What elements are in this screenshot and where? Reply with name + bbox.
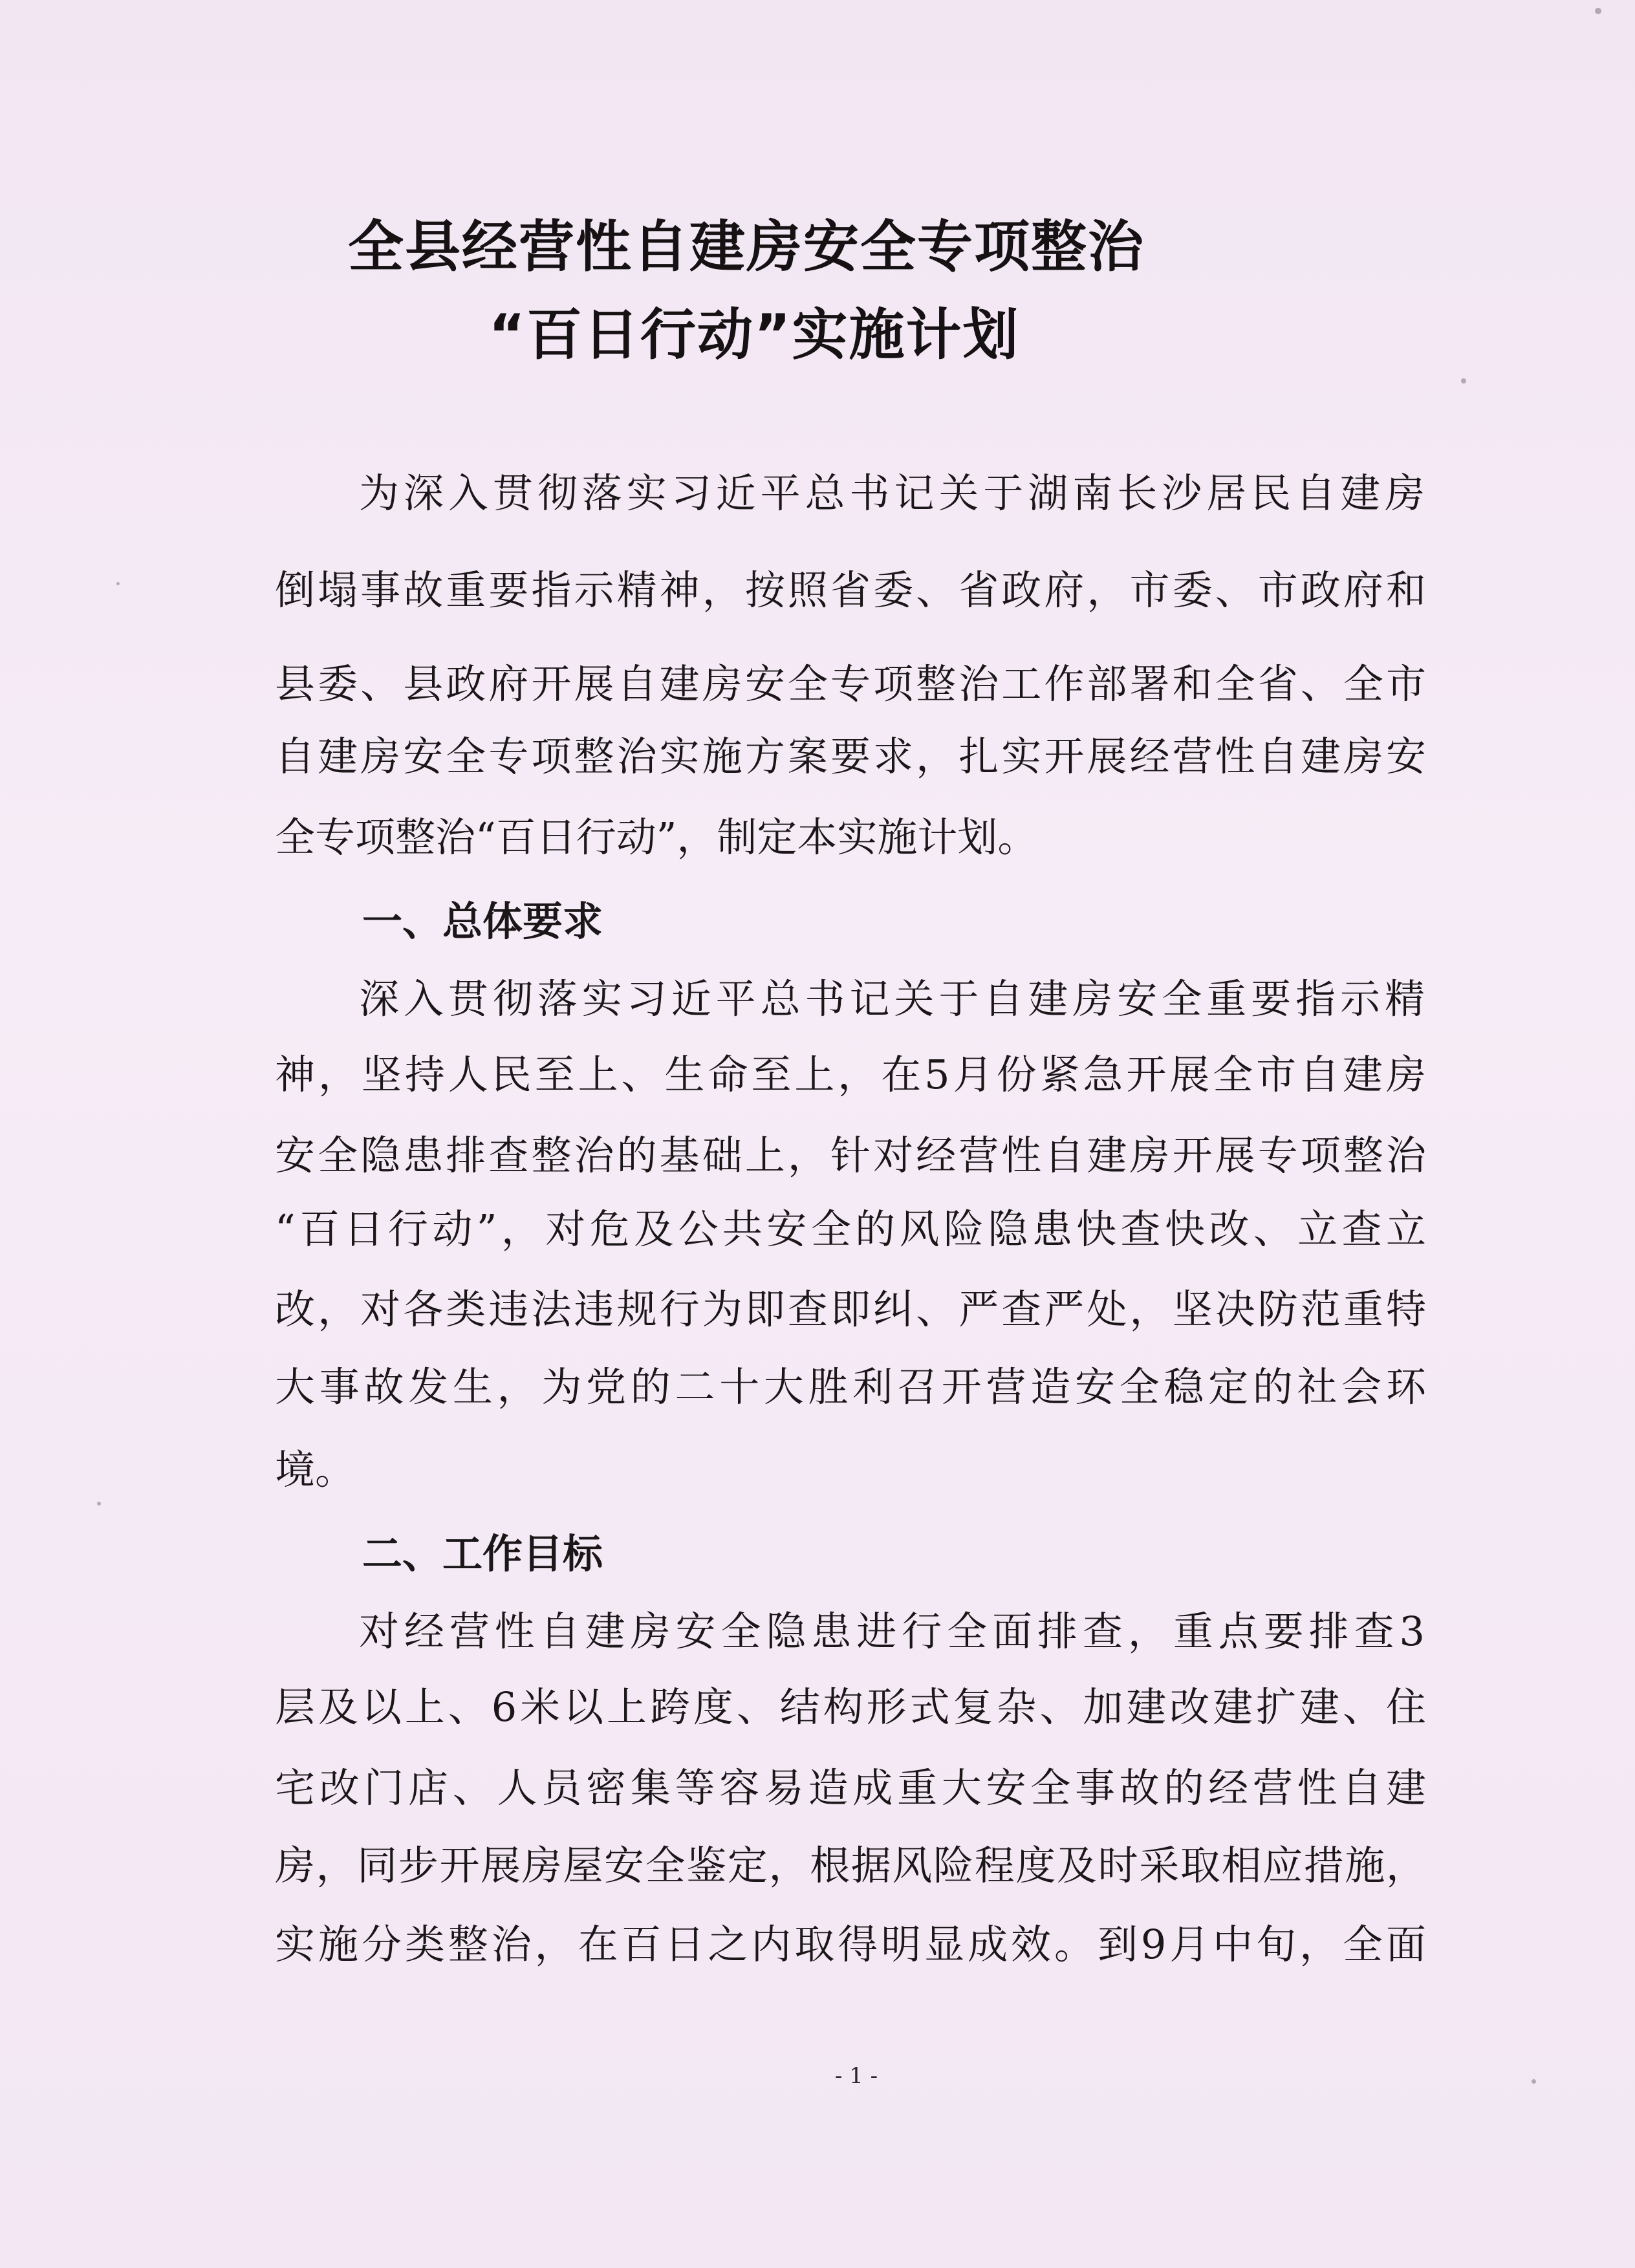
paragraph-line: 房，同步开展房屋安全鉴定，根据风险程度及时采取相应措施， (275, 1842, 1426, 1889)
paragraph-line: 倒塌事故重要指示精神，按照省委、省政府，市委、市政府和 (275, 567, 1426, 614)
paragraph-line: “百日行动”，对危及公共安全的风险隐患快查快改、立查立 (275, 1205, 1426, 1253)
paragraph-line: 改，对各类违法违规行为即查即纠、严查严处，坚决防范重特 (275, 1286, 1426, 1333)
scan-speck (1461, 378, 1466, 383)
paragraph-line: 安全隐患排查整治的基础上，针对经营性自建房开展专项整治 (275, 1132, 1426, 1179)
scan-speck (1532, 2079, 1536, 2084)
paragraph-line: 宅改门店、人员密集等容易造成重大安全事故的经营性自建 (275, 1764, 1426, 1811)
paragraph-line: 境。 (275, 1446, 356, 1493)
paragraph-line: 自建房安全专项整治实施方案要求，扎实开展经营性自建房安 (275, 733, 1426, 780)
scan-speck (1595, 8, 1601, 14)
paragraph-line: 神，坚持人民至上、生命至上，在5月份紧急开展全市自建房 (275, 1051, 1426, 1098)
paragraph-line: 深入贯彻落实习近平总书记关于自建房安全重要指示精 (359, 975, 1425, 1022)
paragraph-line: 对经营性自建房安全隐患进行全面排查，重点要排查3 (359, 1608, 1425, 1655)
paragraph-line: 全专项整治“百日行动”，制定本实施计划。 (275, 814, 1038, 861)
paragraph-line: 大事故发生，为党的二十大胜利召开营造安全稳定的社会环 (275, 1363, 1426, 1410)
scan-speck (116, 582, 120, 585)
paragraph-line: 层及以上、6米以上跨度、结构形式复杂、加建改建扩建、住 (275, 1683, 1426, 1731)
document-title-line-2: “百日行动”实施计划 (488, 303, 1020, 367)
paragraph-line: 实施分类整治，在百日之内取得明显成效。到9月中旬，全面 (275, 1921, 1426, 1968)
document-title-line-1: 全县经营性自建房安全专项整治 (348, 215, 1145, 279)
scan-speck (97, 1502, 101, 1506)
paragraph-line: 县委、县政府开展自建房安全专项整治工作部署和全省、全市 (275, 660, 1426, 707)
section-heading: 一、总体要求 (362, 898, 603, 945)
page-number: - 1 - (834, 2063, 878, 2089)
paragraph-line: 为深入贯彻落实习近平总书记关于湖南长沙居民自建房 (359, 470, 1425, 517)
section-heading: 二、工作目标 (362, 1530, 603, 1577)
